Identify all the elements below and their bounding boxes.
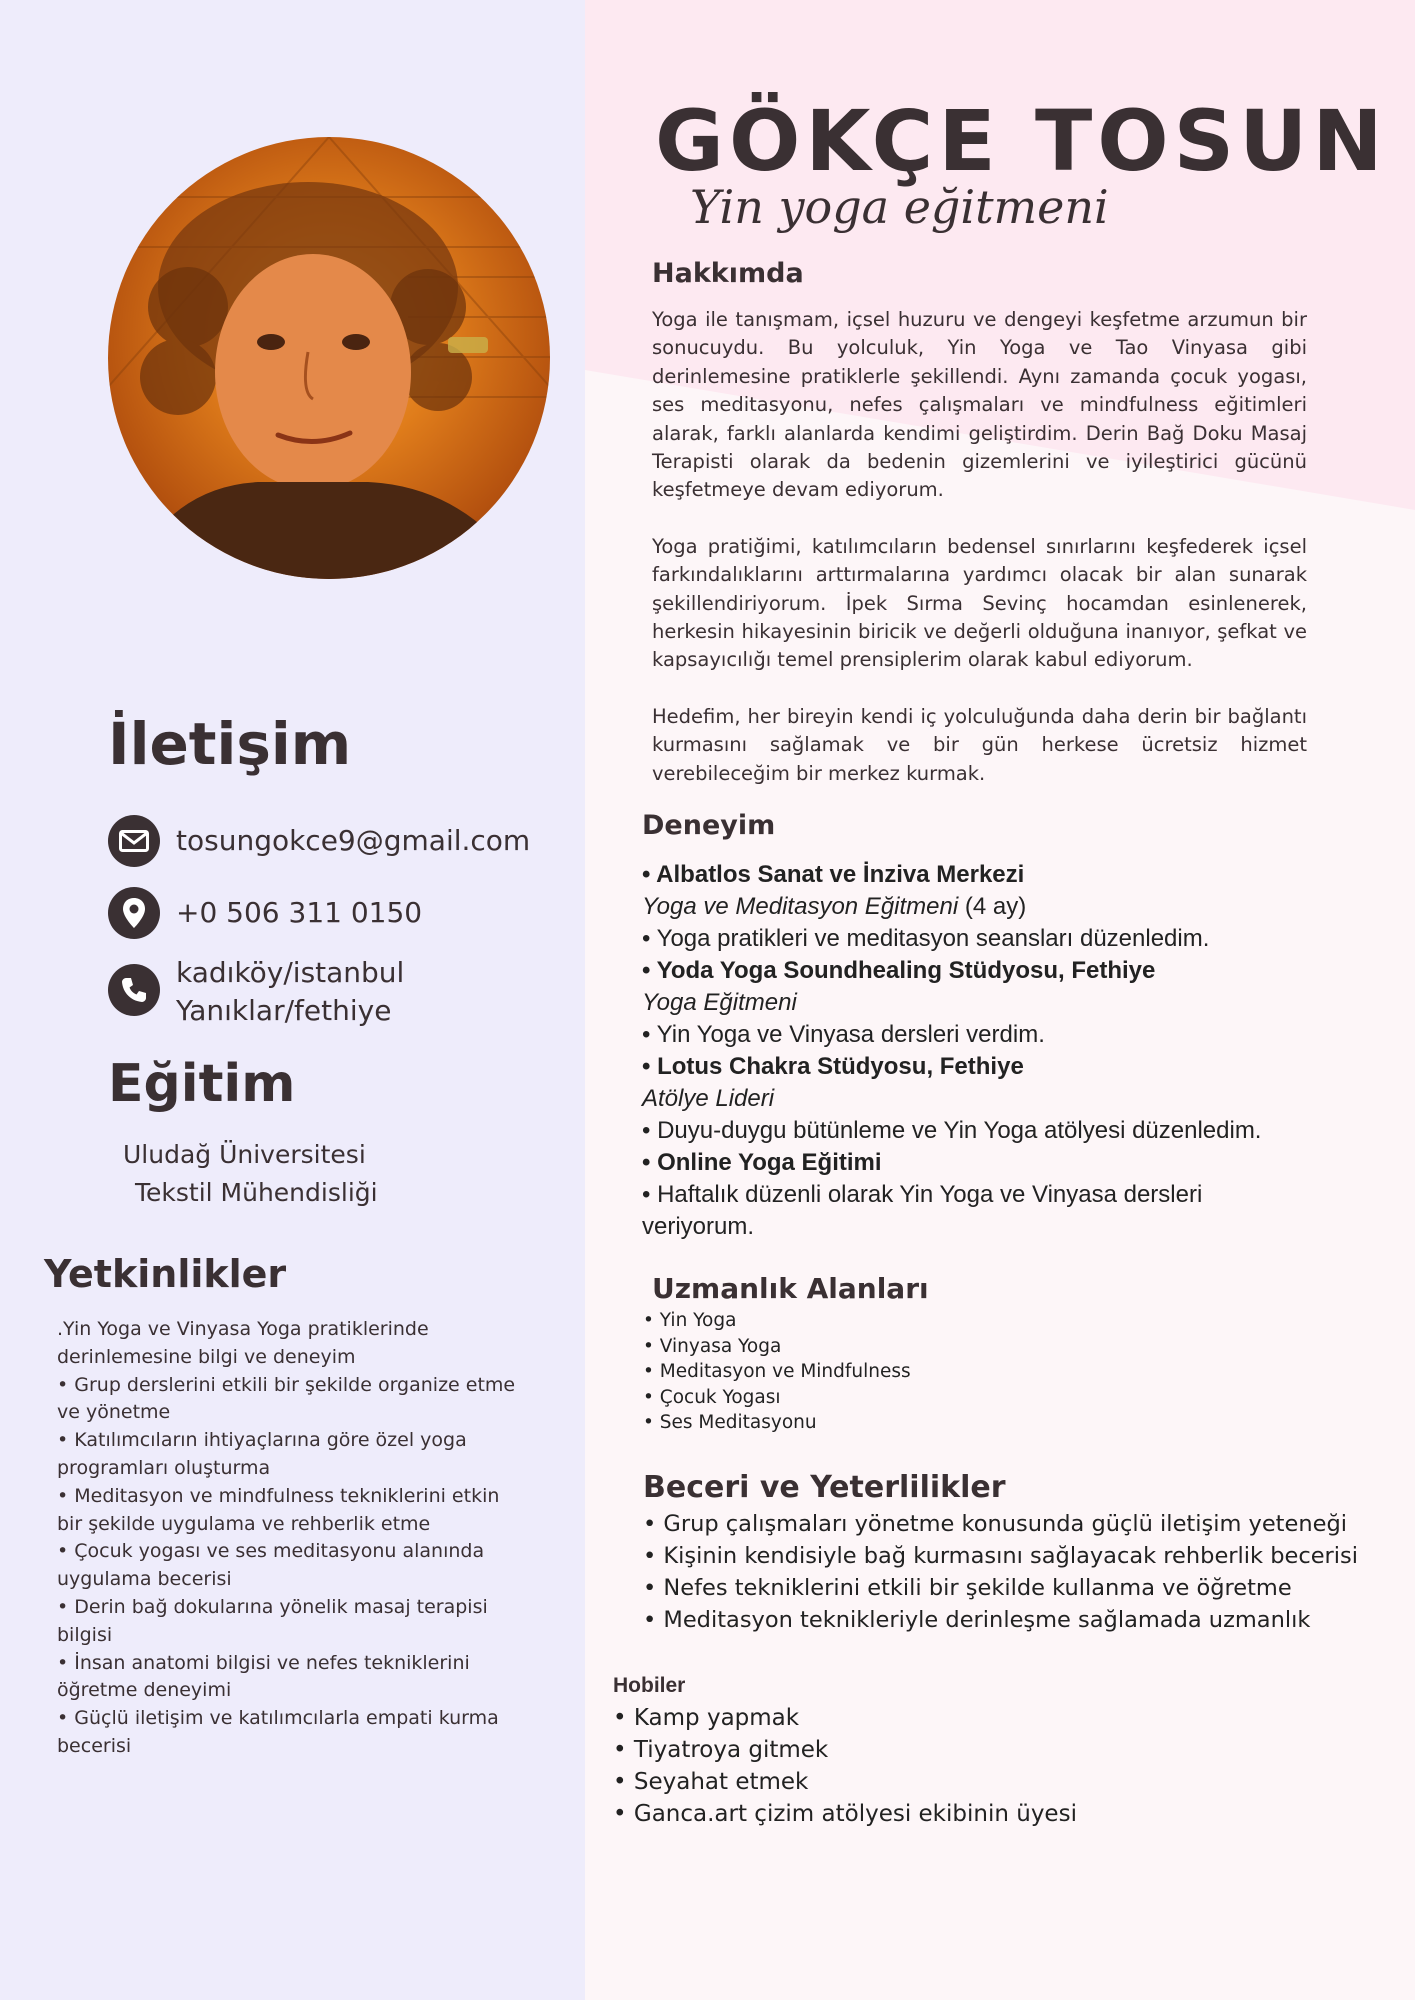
education-school: Uludağ Üniversitesi <box>123 1140 366 1169</box>
email-row <box>108 815 530 867</box>
experience-desc: veriyorum. <box>642 1213 755 1240</box>
experience-heading: Deneyim <box>642 810 776 841</box>
skill-item: • Güçlü iletişim ve katılımcılarla empati kurma becerisi <box>57 1707 499 1757</box>
hobbies-heading: Hobiler <box>613 1674 686 1697</box>
expertise-item: • Yin Yoga <box>643 1310 737 1331</box>
expertise-list <box>643 1308 911 1436</box>
person-name: GÖKÇE TOSUN <box>655 92 1388 190</box>
ability-item: • Grup çalışmaları yönetme konusunda güçlü iletişim yeteneği <box>643 1511 1347 1537</box>
abilities-heading: Beceri ve Yeterlilikler <box>643 1470 1006 1505</box>
experience-desc: • Yoga pratikleri ve meditasyon seansları düzenledim. <box>642 925 1210 952</box>
about-paragraph: Yoga ile tanışmam, içsel huzuru ve dengeyi keşfetme arzumun bir sonucuydu. Bu yolculuk, Yin Yoga ve Tao Vinyasa gibi derinlemesine pratiklerle şekillendi. Aynı zamanda çocuk yogası, ses meditasyonu, nefes çalışmaları ve mindfulness eğitimleri alarak, farklı alanlarda kendimi geliştirdim. Derin Bağ Doku Masaj Terapisti olarak da bedenin gizemlerini ve iyileştirici gücünü keşfetmeye devam ediyorum. <box>652 308 1307 502</box>
skill-item: • Grup derslerini etkili bir şekilde organize etme ve yönetme <box>57 1373 516 1424</box>
location-pin-icon <box>108 887 160 939</box>
mail-icon <box>108 815 160 867</box>
hobby-item: • Ganca.art çizim atölyesi ekibinin üyesi <box>613 1801 1077 1827</box>
experience-desc: • Yin Yoga ve Vinyasa dersleri verdim. <box>642 1021 1045 1048</box>
phone-number[interactable]: +0 506 311 0150 <box>176 896 423 929</box>
about-paragraph: Yoga pratiğimi, katılımcıların bedensel sınırlarını keşfederek içsel farkındalıklarını arttırmalarına yardımcı olacak bir alan sunarak şekillendiriyorum. İpek Sırma Sevinç hocamdan esinlenerek, herkesin hikayesinin biricik ve değerli olduğuna inanıyor, şefkat ve kapsayıcılığı temel prensiplerim olarak kabul ediyorum. <box>652 534 1307 672</box>
skill-item: • Çocuk yogası ve ses meditasyonu alanında uygulama becerisi <box>57 1540 485 1591</box>
skills-list <box>57 1316 527 1761</box>
experience-role-line <box>642 891 1332 923</box>
skill-item: • İnsan anatomi bilgisi ve nefes tekniklerini öğretme deneyimi <box>57 1651 470 1702</box>
location-line-2: Yanıklar/fethiye <box>176 994 392 1027</box>
contact-heading: İletişim <box>108 710 352 778</box>
education-department: Tekstil Mühendisliği <box>135 1178 378 1207</box>
skills-heading: Yetkinlikler <box>44 1252 287 1296</box>
phone-row <box>108 887 422 939</box>
experience-role: Yoga ve Meditasyon Eğitmeni <box>642 893 959 920</box>
profile-photo <box>108 137 550 579</box>
hobby-item: • Tiyatroya gitmek <box>613 1737 829 1763</box>
ability-item: • Meditasyon teknikleriyle derinleşme sağlamada uzmanlık <box>643 1607 1311 1633</box>
experience-place: • Online Yoga Eğitimi <box>642 1149 882 1176</box>
skill-item: • Derin bağ dokularına yönelik masaj terapisi bilgisi <box>57 1595 488 1646</box>
about-heading: Hakkımda <box>652 258 804 289</box>
hobby-item: • Kamp yapmak <box>613 1705 800 1731</box>
location-row <box>108 954 404 1030</box>
experience-role: Atölye Lideri <box>642 1085 775 1112</box>
education-heading: Eğitim <box>108 1054 296 1114</box>
job-title: Yin yoga eğitmeni <box>690 180 1109 234</box>
expertise-item: • Ses Meditasyonu <box>643 1412 817 1433</box>
expertise-heading: Uzmanlık Alanları <box>652 1272 929 1305</box>
ability-item: • Nefes tekniklerini etkili bir şekilde kullanma ve öğretme <box>643 1575 1292 1601</box>
skill-item: • Meditasyon ve mindfulness tekniklerini etkin bir şekilde uygulama ve rehberlik etme <box>57 1484 500 1535</box>
expertise-item: • Meditasyon ve Mindfulness <box>643 1361 911 1382</box>
experience-role: Yoga Eğitmeni <box>642 989 797 1016</box>
experience-duration: (4 ay) <box>958 893 1027 920</box>
abilities-list <box>643 1508 1358 1636</box>
skill-item: .Yin Yoga ve Vinyasa Yoga pratiklerinde derinlemesine bilgi ve deneyim <box>57 1318 429 1368</box>
about-section <box>652 306 1307 816</box>
phone-icon <box>108 964 160 1016</box>
experience-desc: • Duyu-duygu bütünleme ve Yin Yoga atölyesi düzenledim. <box>642 1117 1262 1144</box>
experience-place: • Yoda Yoga Soundhealing Stüdyosu, Fethiye <box>642 957 1156 984</box>
skill-item: • Katılımcıların ihtiyaçlarına göre özel yoga programları oluşturma <box>57 1429 467 1479</box>
experience-desc: • Haftalık düzenli olarak Yin Yoga ve Vinyasa dersleri <box>642 1181 1203 1208</box>
expertise-item: • Vinyasa Yoga <box>643 1335 782 1357</box>
about-paragraph: Hedefim, her bireyin kendi iç yolculuğunda daha derin bir bağlantı kurmasını sağlamak ve bir gün herkese ücretsiz hizmet verebileceğim bir merkez kurmak. <box>652 704 1307 785</box>
expertise-item: • Çocuk Yogası <box>643 1386 781 1408</box>
email-link[interactable]: tosungokce9@gmail.com <box>176 824 531 857</box>
location-line-1: kadıköy/istanbul <box>176 956 405 989</box>
hobby-item: • Seyahat etmek <box>613 1769 809 1795</box>
experience-place: • Albatlos Sanat ve İnziva Merkezi <box>642 861 1025 888</box>
hobbies-list <box>613 1702 1077 1830</box>
experience-place: • Lotus Chakra Stüdyosu, Fethiye <box>642 1053 1024 1080</box>
experience-list <box>642 859 1332 1243</box>
ability-item: • Kişinin kendisiyle bağ kurmasını sağlayacak rehberlik becerisi <box>643 1543 1359 1569</box>
